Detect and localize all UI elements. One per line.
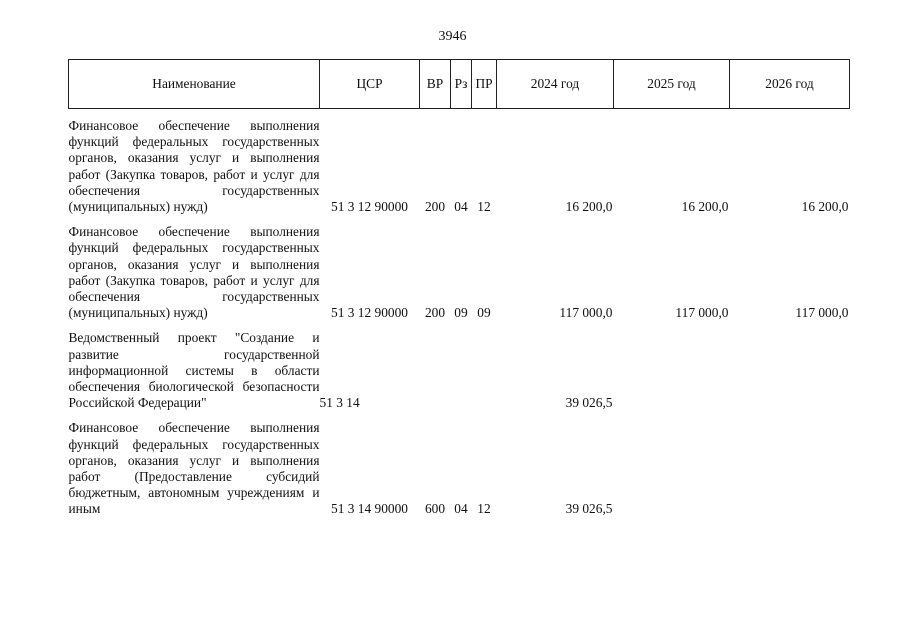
page-number: 3946 bbox=[438, 29, 467, 44]
row-csr: 51 3 12 90000 bbox=[331, 305, 408, 321]
row-amount-2025 bbox=[614, 321, 730, 411]
header-csr: ЦСР bbox=[320, 60, 420, 109]
header-2026: 2026 год bbox=[730, 60, 850, 109]
row-name: Финансовое обеспечение выполнения функций федеральных государственных органов, оказания услуг и выполнения работ (Предоставление субсидий бюджетным, автономным учреждениям и иным bbox=[68, 420, 320, 517]
row-pr: 12 bbox=[477, 199, 491, 215]
header-pr: ПР bbox=[472, 60, 497, 109]
header-rz: Рз bbox=[451, 60, 472, 109]
header-name: Наименование bbox=[69, 60, 320, 109]
row-vr: 600 bbox=[424, 501, 446, 517]
table-row bbox=[69, 411, 850, 517]
table-row bbox=[69, 215, 850, 321]
row-pr bbox=[472, 321, 497, 411]
row-vr: 200 bbox=[424, 305, 446, 321]
row-vr bbox=[420, 321, 451, 411]
row-rz: 04 bbox=[454, 501, 468, 517]
row-amount-2026: 117 000,0 bbox=[795, 305, 849, 321]
header-vr: ВР bbox=[420, 60, 451, 109]
row-pr: 09 bbox=[477, 305, 491, 321]
row-name: Ведомственный проект "Создание и развитие государственной информационной системы в области обеспечения биологической безопасности Российской Федерации" bbox=[68, 330, 320, 411]
row-amount-2025: 117 000,0 bbox=[675, 305, 729, 321]
row-amount-2026 bbox=[730, 321, 850, 411]
row-amount-2024: 39 026,5 bbox=[565, 395, 613, 411]
row-csr: 51 3 12 90000 bbox=[331, 199, 408, 215]
row-amount-2024: 16 200,0 bbox=[565, 199, 613, 215]
row-amount-2025: 16 200,0 bbox=[681, 199, 729, 215]
row-amount-2024: 39 026,5 bbox=[565, 501, 613, 517]
row-amount-2025 bbox=[614, 411, 730, 517]
table-row bbox=[69, 321, 850, 411]
row-name: Финансовое обеспечение выполнения функций федеральных государственных органов, оказания услуг и выполнения работ (Закупка товаров, работ и услуг для обеспечения государственных (муниципальных) нужд) bbox=[68, 118, 320, 215]
row-amount-2026: 16 200,0 bbox=[801, 199, 849, 215]
row-amount-2026 bbox=[730, 411, 850, 517]
row-rz: 09 bbox=[454, 305, 468, 321]
row-pr: 12 bbox=[477, 501, 491, 517]
row-rz bbox=[451, 321, 472, 411]
header-2025: 2025 год bbox=[614, 60, 730, 109]
table-header-row bbox=[69, 60, 850, 109]
budget-table bbox=[68, 59, 850, 518]
row-vr: 200 bbox=[424, 199, 446, 215]
row-csr: 51 3 14 bbox=[319, 395, 360, 411]
row-amount-2024: 117 000,0 bbox=[559, 305, 613, 321]
row-rz: 04 bbox=[454, 199, 468, 215]
table-row bbox=[69, 109, 850, 216]
row-csr: 51 3 14 90000 bbox=[331, 501, 408, 517]
row-name: Финансовое обеспечение выполнения функций федеральных государственных органов, оказания услуг и выполнения работ (Закупка товаров, работ и услуг для обеспечения государственных (муниципальных) нужд) bbox=[68, 224, 320, 321]
header-2024: 2024 год bbox=[497, 60, 614, 109]
